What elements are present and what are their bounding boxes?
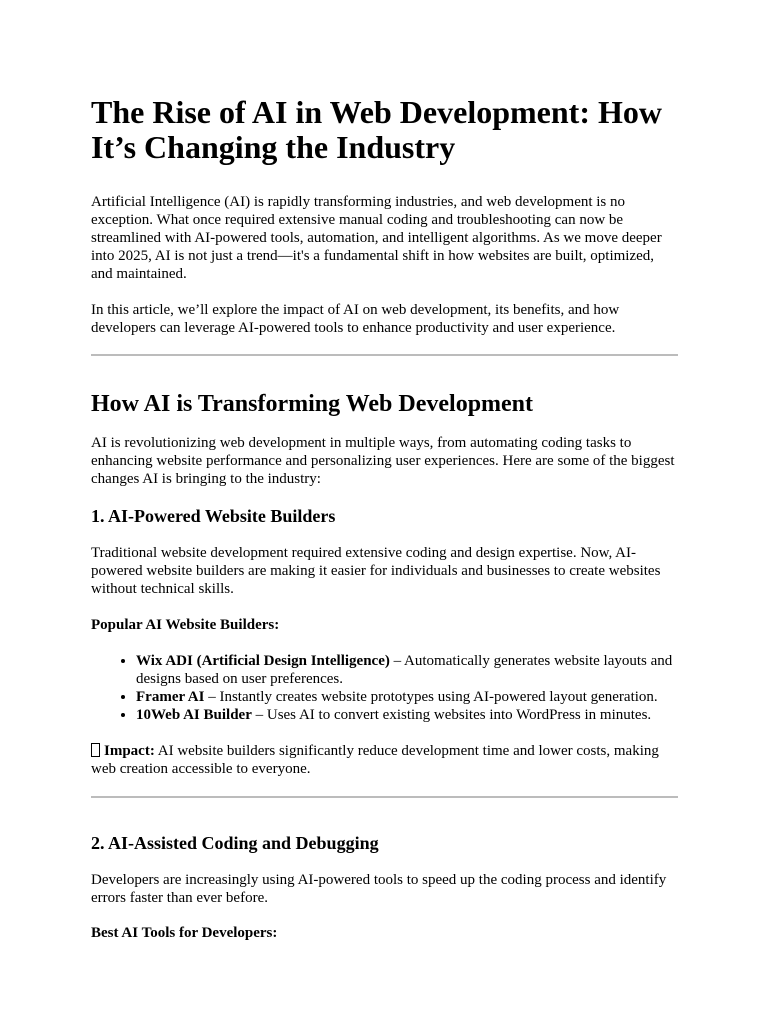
builder-name: Framer AI: [136, 689, 205, 705]
subheading-website-builders: 1. AI-Powered Website Builders: [91, 506, 336, 526]
section-intro-paragraph: AI is revolutionizing web development in multiple ways, from automating coding tasks to enhancing website performance and personalizing user experiences. Here are some of the biggest changes AI is bringing to the industry:: [91, 435, 675, 487]
builder-description: – Automatically generates website layouts and designs based on user preferences.: [136, 653, 673, 687]
tools-list-label: Best AI Tools for Developers:: [91, 925, 278, 941]
subheading-coding-debugging: 2. AI-Assisted Coding and Debugging: [91, 833, 379, 853]
intro-paragraph-2: In this article, we’ll explore the impact of AI on web development, its benefits, and how developers can leverage AI-powered tools to enhance productivity and user experience.: [91, 302, 620, 336]
article-title: The Rise of AI in Web Development: How It’s Changing the Industry: [91, 94, 662, 165]
missing-glyph-icon: [91, 743, 100, 757]
list-item: [136, 652, 678, 688]
builders-list: [91, 652, 678, 724]
list-item: [136, 706, 678, 724]
coding-debugging-paragraph: Developers are increasingly using AI-powered tools to speed up the coding process and identify errors faster than ever before.: [91, 872, 667, 906]
builder-description: – Uses AI to convert existing websites into WordPress in minutes.: [251, 707, 652, 723]
impact-paragraph: [91, 742, 678, 778]
builder-description: – Instantly creates website prototypes using AI-powered layout generation.: [204, 689, 658, 705]
impact-label: Impact:: [104, 743, 155, 759]
list-item: [136, 688, 678, 706]
intro-paragraph-1: Artificial Intelligence (AI) is rapidly transforming industries, and web development is no exception. What once required extensive manual coding and troubleshooting can now be streamlined with AI-powered tools, automation, and intelligent algorithms. As we move deeper into 2025, AI is not just a trend—it's a fundamental shift in how websites are built, optimized, and maintained.: [91, 194, 662, 282]
section-divider: [91, 796, 678, 798]
builder-name: 10Web AI Builder: [136, 707, 252, 723]
builder-name: Wix ADI (Artificial Design Intelligence): [136, 653, 390, 669]
impact-text: AI website builders significantly reduce development time and lower costs, making web creation accessible to everyone.: [91, 743, 659, 777]
section-divider: [91, 354, 678, 356]
section-heading: How AI is Transforming Web Development: [91, 391, 534, 417]
builders-list-label: Popular AI Website Builders:: [91, 617, 280, 633]
website-builders-paragraph: Traditional website development required extensive coding and design expertise. Now, AI-powered website builders are making it easier for individuals and businesses to create websites without technical skills.: [91, 545, 661, 597]
